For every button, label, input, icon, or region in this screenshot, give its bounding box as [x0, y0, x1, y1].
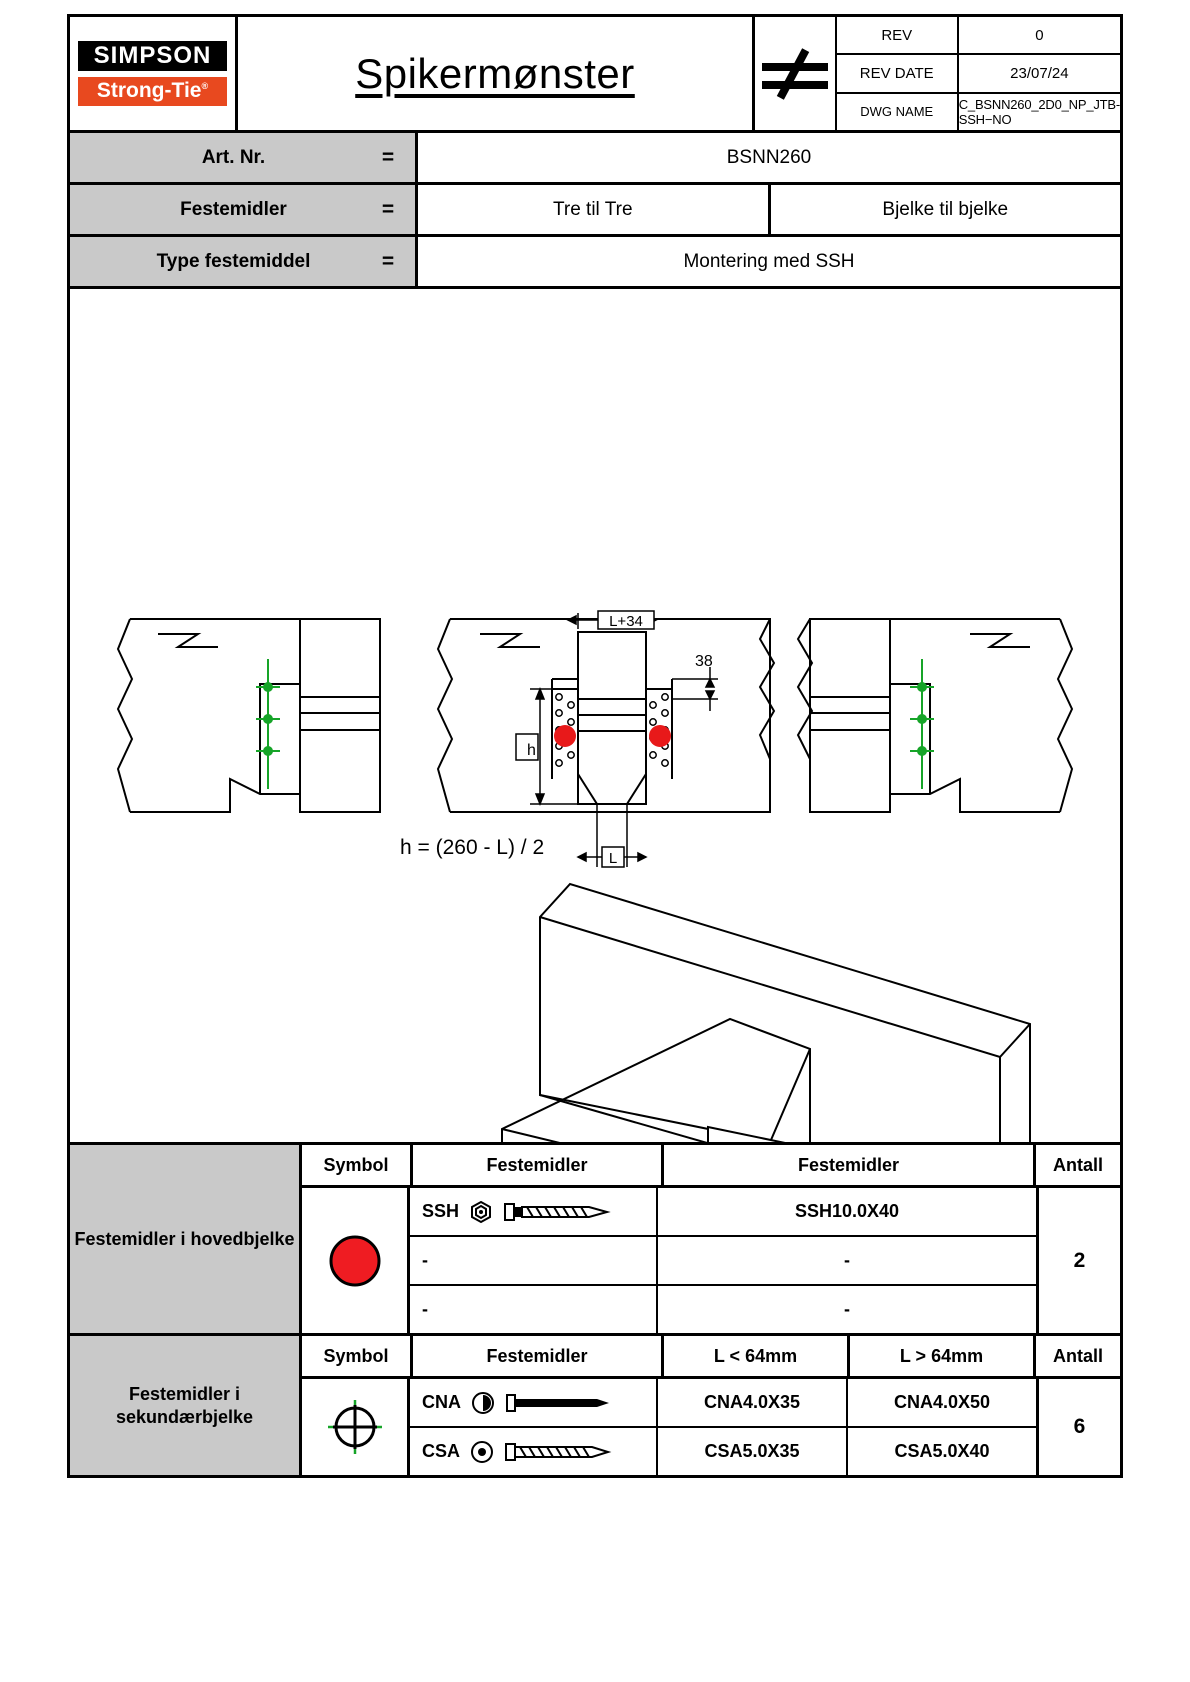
drawing-svg: [70, 289, 1120, 1142]
screw-side-icon: [504, 1441, 616, 1463]
dim-label-l34: L+34: [609, 613, 643, 630]
revision-row: [837, 17, 1120, 55]
legend-main-beam: [70, 1145, 1120, 1336]
spec-label-text: Art. Nr.: [201, 146, 266, 168]
spec-label-type-festemiddel: [70, 237, 418, 286]
left-elevation-view: [118, 619, 380, 812]
fastener-label: SSH: [422, 1201, 460, 1221]
rev-date-value: 23/07/24: [1010, 64, 1069, 82]
header-fastener: Festemidler: [413, 1336, 664, 1376]
logo-simpson-text: SIMPSON: [78, 41, 227, 71]
legend-main-header-row: [302, 1145, 1120, 1188]
legend-row-cna: [410, 1379, 1036, 1428]
header-symbol: Symbol: [302, 1145, 413, 1185]
dwg-name-label: DWG NAME: [837, 94, 959, 130]
not-equal-icon: [755, 17, 837, 130]
dwg-name-value: C_BSNN260_2D0_NP_JTB-SSH−NO: [958, 96, 1120, 127]
legend-main-title: Festemidler i hovedbjelke: [70, 1145, 302, 1333]
spec-value-montering: Montering med SSH: [683, 250, 855, 272]
legend-secondary-beam: [70, 1336, 1120, 1475]
screw-head-icon: [470, 1440, 494, 1464]
dim-label-l: L: [608, 850, 618, 867]
fastener-long-value: CNA4.0X50: [846, 1379, 1036, 1426]
title-block: [70, 17, 1120, 133]
fastener-name-cell: [410, 1188, 658, 1235]
header-fastener: Festemidler: [413, 1145, 664, 1185]
crosshair-circle-icon: [302, 1379, 410, 1475]
formula-text: h = (260 - L) / 2: [400, 836, 545, 859]
fastener-label: -: [422, 1250, 428, 1270]
spec-value-bjelke-til-bjelke: Bjelke til bjelke: [768, 185, 1121, 234]
fastener-short-value: CNA4.0X35: [703, 1392, 801, 1412]
fastener-name-cell: [410, 1237, 658, 1284]
header-symbol: Symbol: [302, 1336, 413, 1376]
spec-label-text: Type festemiddel: [156, 250, 311, 272]
fastener-label: CSA: [422, 1441, 461, 1461]
spec-row-art-nr: [70, 133, 1120, 185]
spec-row-festemidler: [70, 185, 1120, 237]
fastener-spec-value: -: [844, 1299, 850, 1319]
spec-label-festemidler: [70, 185, 418, 234]
equals-sign: =: [381, 249, 395, 273]
revision-date-row: [837, 55, 1120, 93]
fastener-name-cell: [410, 1428, 658, 1475]
rev-label: REV: [837, 17, 959, 53]
revision-block: [752, 17, 1120, 130]
legend-row-empty-1: [410, 1237, 1036, 1286]
header-short: L < 64mm: [713, 1345, 798, 1366]
legend-main-count: 2: [1036, 1188, 1120, 1333]
logo-strongtie-label: Strong-Tie: [96, 79, 202, 103]
fastener-name-cell: [410, 1379, 658, 1426]
nail-side-icon: [505, 1392, 617, 1414]
front-elevation-view: [438, 619, 774, 812]
spec-label-text: Festemidler: [180, 198, 287, 220]
registered-mark-icon: ®: [201, 81, 209, 92]
legend-secondary-header-row: [302, 1336, 1120, 1379]
rev-date-label: REV DATE: [837, 55, 959, 91]
screw-side-icon: [503, 1201, 615, 1223]
fastener-spec-value: -: [844, 1250, 850, 1270]
sheet-border: [67, 14, 1123, 1478]
equals-sign: =: [381, 197, 395, 221]
fastener-label: CNA: [422, 1392, 461, 1412]
legend-row-empty-2: [410, 1286, 1036, 1333]
dimension-38: [672, 667, 718, 711]
header-long: L > 64mm: [847, 1336, 1033, 1376]
hex-head-icon: [469, 1200, 493, 1224]
legend-secondary-title: Festemidler i sekundærbjelke: [70, 1336, 302, 1475]
dim-label-h: h: [527, 742, 536, 759]
fastener-label: -: [422, 1299, 428, 1319]
red-filled-circle-icon: [302, 1188, 410, 1333]
brand-logo: [70, 17, 238, 130]
spec-label-art-nr: [70, 133, 418, 182]
dim-label-38: 38: [695, 653, 713, 670]
page-title: Spikermønster: [355, 49, 635, 97]
rev-value: 0: [1035, 26, 1044, 44]
fastener-short-value: CSA5.0X35: [704, 1441, 800, 1461]
spec-value-art-nr: BSNN260: [726, 146, 812, 168]
nail-head-icon: [471, 1391, 495, 1415]
document-title-cell: [238, 17, 752, 130]
fastener-name-cell: [410, 1286, 658, 1333]
spec-row-type-festemiddel: [70, 237, 1120, 289]
header-count: Antall: [1033, 1145, 1120, 1185]
isometric-view: [480, 884, 1030, 1142]
dwg-name-row: [837, 94, 1120, 130]
right-elevation-view: [798, 619, 1072, 812]
fastener-long-value: CSA5.0X40: [846, 1428, 1036, 1475]
header-count: Antall: [1033, 1336, 1120, 1376]
technical-drawing-area: [70, 289, 1120, 1145]
header-spec: Festemidler: [797, 1154, 900, 1175]
legend-row-csa: [410, 1428, 1036, 1475]
spec-value-tre-til-tre: Tre til Tre: [552, 198, 633, 220]
ssh-fastener-markers: [554, 725, 671, 747]
logo-strongtie-text: [78, 77, 227, 106]
legend-secondary-count: 6: [1036, 1379, 1120, 1475]
equals-sign: =: [381, 145, 395, 169]
fastener-spec-value: SSH10.0X40: [794, 1201, 900, 1221]
legend-row-ssh: [410, 1188, 1036, 1237]
